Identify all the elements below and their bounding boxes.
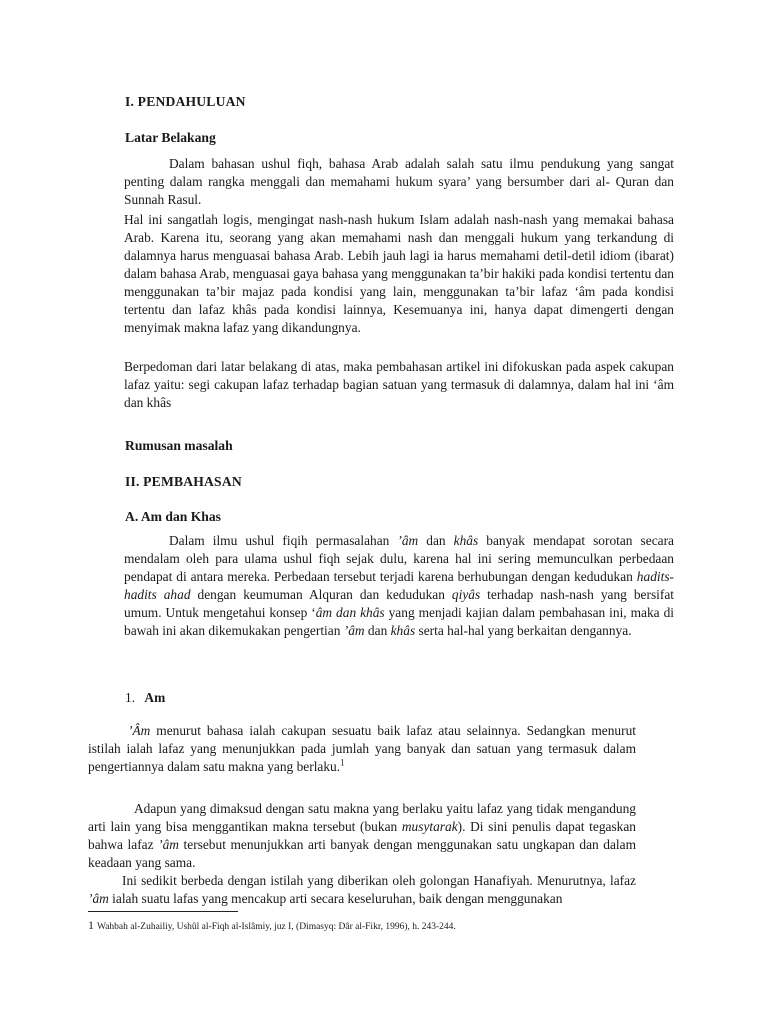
subheading-rumusan-masalah: Rumusan masalah bbox=[125, 438, 233, 453]
subheading-am-dan-khas: A. Am dan Khas bbox=[125, 509, 221, 524]
footnote-ref[interactable]: 1 bbox=[340, 757, 345, 768]
list-number: 1. bbox=[125, 690, 136, 705]
paragraph-am-definition: ’Âm menurut bahasa ialah cakupan sesuatu baik lafaz atau selainnya. Sedangkan menurut istilah ialah lafaz yang menunjukkan pada jumlah yang banyak dan satuan yang termasuk dalam pengertiannya dalam satu makna yang berlaku.$^1$ bbox=[88, 723, 636, 774]
list-item-title: Am bbox=[144, 690, 166, 705]
subheading-latar-belakang: Latar Belakang bbox=[125, 130, 216, 145]
footnote-text: Wahbah al-Zuhailiy, Ushûl al-Fiqh al-Islâmiy, juz I, (Dimasyq: Dâr al-Fikr, 1996), h. 243-244. bbox=[97, 922, 456, 932]
footnote-separator bbox=[88, 911, 238, 912]
section-heading-pendahuluan: I. PENDAHULUAN bbox=[125, 94, 246, 109]
paragraph-logis: Hal ini sangatlah logis, mengingat nash-nash hukum Islam adalah nash-nash yang memakai bahasa Arab. Karena itu, seorang yang akan memahami nash dan menggali hukum yang terkandung di dalamnya harus menguasai bahasa Arab. Lebih jauh lagi ia harus memahami detil-detil idiom (ibarat) dalam bahasa Arab, menguasai gaya bahasa yang menggunakan ta’bir hakiki pada kondisi tertentu dan menggunakan ta’bir majaz pada kondisi yang lain, menggunakan ta’bir lafaz ‘âm pada kondisi tertentu dan lafaz khâs pada kondisi lainnya, Kesemuanya ini, hanya dapat dimengerti dengan menyimak makna lafaz yang dikandungnya. bbox=[124, 212, 674, 335]
paragraph-berpedoman: Berpedoman dari latar belakang di atas, maka pembahasan artikel ini difokuskan pada aspek cakupan lafaz yaitu: segi cakupan lafaz terhadap bagian satuan yang termasuk di dalamnya, dalam hal ini ‘âm dan khâs bbox=[124, 359, 674, 410]
section-heading-pembahasan: II. PEMBAHASAN bbox=[125, 474, 242, 489]
paragraph-hanafiyah: Ini sedikit berbeda dengan istilah yang diberikan oleh golongan Hanafiyah. Menurutnya, lafaz ’âm ialah suatu lafas yang mencakup arti secara keseluruhan, baik dengan menggunakan bbox=[88, 873, 636, 906]
paragraph-am-khas: Dalam ilmu ushul fiqih permasalahan ’âm dan khâs banyak mendapat sorotan secara mendalam oleh para ulama ushul fiqh sejak dulu, karena hal ini sering memunculkan perbedaan pendapat di antara mereka. Perbedaan tersebut terjadi karena berhubungan dengan kedudukan hadits-hadits ahad dengan keumuman Alquran dan kedudukan qiyâs terhadap nash-nash yang bersifat umum. Untuk mengetahui konsep ‘âm dan khâs yang menjadi kajian dalam pembahasan ini, maka di bawah ini akan dikemukakan pengertian ’âm dan khâs serta hal-hal yang berkaitan dengannya. bbox=[124, 533, 675, 638]
paragraph-intro: Dalam bahasan ushul fiqh, bahasa Arab adalah salah satu ilmu pendukung yang sangat penting dalam rangka menggali dan memahami hukum syara’ yang bersumber dari al- Quran dan Sunnah Rasul. bbox=[124, 156, 674, 207]
list-item-am bbox=[125, 690, 165, 706]
paragraph-satu-makna: Adapun yang dimaksud dengan satu makna yang berlaku yaitu lafaz yang tidak mengandung arti lain yang bisa menggantikan makna tersebut (bukan musytarak). Di sini penulis dapat tegaskan bahwa lafaz ’âm tersebut menunjukkan arti banyak dengan menggunakan satu ungkapan dan dalam keadaan yang sama. bbox=[88, 801, 637, 870]
footnote bbox=[88, 918, 456, 933]
footnote-number: 1 bbox=[88, 918, 94, 932]
